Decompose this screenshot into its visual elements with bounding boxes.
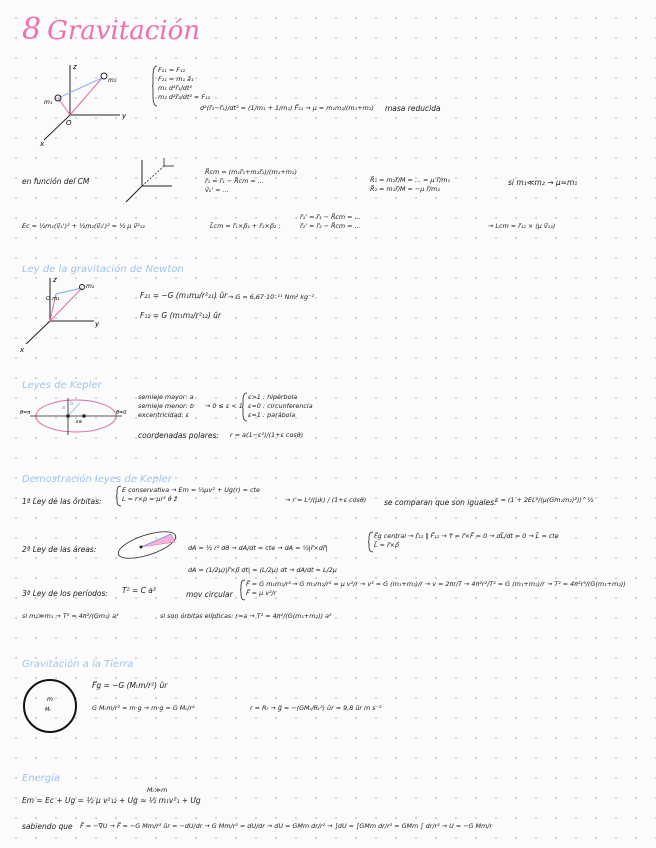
- r-system: [370, 176, 450, 194]
- law3-approx: si m₂≫m₁ → T² = 4π²/(Gm₂) a³: [22, 612, 119, 620]
- section-heading-newton: Ley de la gravitación de Newton: [22, 264, 184, 275]
- newton-equations: [158, 66, 210, 102]
- eq-line: L = r×p = μr² θ̇ ẑ: [122, 495, 178, 503]
- force-12-eq: F₁₂ = G (m₁m₂/r²₁₂) ûr: [140, 311, 221, 320]
- lcm-system: [300, 213, 361, 231]
- law1-system: [122, 486, 260, 504]
- eq-line: R⃗₂ = m₁r⃗/M = −μ r⃗/m₂: [370, 185, 440, 193]
- law3-derivation: → G m₁m₂/r² = μ v²/r → v² = G (m₁+m₂)/r → v = 2πr/T → 4π²r²/T² = G (m₁+m₂)/r → T² = 4π²r³/(G(m₁+m₂)): [292, 580, 626, 588]
- mass2-label: m₂: [108, 77, 117, 84]
- eq-line: R⃗₁ = m₂r⃗/M = ... = μ r⃗/m₁: [370, 176, 451, 184]
- axis-y-label: y: [122, 112, 127, 120]
- polar-equation: r = a(1−ε²)/(1+ε cosθ): [230, 431, 304, 439]
- axis-y-label: y: [95, 320, 100, 328]
- page-title: [22, 12, 200, 47]
- eq-line: F⃗g central → r⃗₁₂ ∥ F⃗₁₂ → τ⃗ = r⃗×F⃗ = 0 → dL⃗/dt = 0 → L⃗ = cte: [374, 532, 559, 540]
- conic-cases: [248, 393, 313, 420]
- law2-area-eq: dA = ½ r² dθ → dA/dt = cte → dA = ½|r⃗×dr⃗|: [188, 544, 328, 552]
- origin-label: O: [66, 119, 72, 127]
- g-constant: → G = 6,67·10⁻¹¹ Nm² kg⁻²: [228, 293, 314, 301]
- param-line: semieje menor: b: [138, 402, 194, 410]
- law1-note: se comparan que son iguales:: [384, 498, 497, 507]
- law3-label: 3ª Ley de los períodos:: [22, 589, 108, 598]
- cm-axes-diagram: [120, 158, 180, 208]
- mass-limit-note: si m₁≪m₂ → μ≈m₁: [508, 178, 578, 187]
- section-heading-kepler-proof: Demostración leyes de Kepler: [22, 474, 172, 485]
- eccentricity-range: → 0 ≤ ε < 1: [205, 402, 243, 410]
- focal-distance-label: εa: [76, 419, 82, 425]
- cm-label: en función del CM: [22, 177, 90, 186]
- case-line: ε>1 : hipérbola: [248, 393, 298, 401]
- theta-pi-label: θ=π: [20, 410, 31, 416]
- mass2-label: m₂: [86, 283, 95, 290]
- energy-note: Mₜ≫m: [147, 786, 168, 794]
- eccentricity-eq: ε = (1 + 2EL²/(μ(Gm₁m₂)²))^½: [495, 496, 594, 504]
- case-line: ε=0 : circunferencia: [248, 402, 313, 410]
- ellipse-diagram: [20, 395, 132, 439]
- eq-line: r⃗₂' = r⃗₂ − R⃗cm = ...: [300, 222, 361, 230]
- section-heading-earth: Gravitación a la Tierra: [22, 659, 134, 670]
- eq-line: E conservativa → Em = ½μv² + Ug(r) = cte: [122, 486, 260, 494]
- kepler-params: [138, 393, 194, 420]
- earth-mass-label: Mₜ: [45, 707, 51, 713]
- area-sweep-diagram: [113, 528, 181, 562]
- earth-diagram: [20, 674, 84, 738]
- mechanical-energy-eq: Em = Ec + Ug = ½ μ v²₁₂ + Ug ≈ ½ m₁v²₁ + Ug: [22, 796, 201, 805]
- case-line: ε=1 : parábola: [248, 411, 296, 419]
- mass1-label: m₁: [44, 99, 53, 106]
- origin-mass1-label: O m₁: [46, 296, 60, 302]
- lcm-result: → Lcm = r⃗₁₂ × (μ v⃗₁₂): [488, 222, 556, 230]
- law3-main-eq: T² = C a³: [122, 586, 156, 595]
- circular-motion-label: mov circular: [186, 590, 233, 599]
- eq-line: F₂₁ = F₁₂: [158, 66, 186, 74]
- law2-label: 2ª Ley de las áreas:: [22, 545, 97, 554]
- section-heading-energy: Energía: [22, 773, 61, 784]
- mass-label: m: [47, 696, 53, 703]
- chapter-number: 8: [22, 12, 42, 47]
- eq-line: m₂ d²r⃗₂/dt² = F₁₂: [158, 93, 211, 101]
- chapter-title: Gravitación: [47, 16, 201, 46]
- law1-orbit-eq: → r = L²/(μk) / (1+ε cosθ): [285, 496, 367, 504]
- param-line: excentricidad: ε: [138, 411, 190, 419]
- axis-z-label: z: [73, 63, 77, 71]
- eq-line: L⃗ = r⃗×p⃗: [374, 541, 400, 549]
- eq-line: F⃗ = G m₁m₂/r²: [246, 580, 291, 588]
- eq-line: v⃗₂' = ...: [205, 186, 229, 194]
- axis-z-label: z: [53, 276, 57, 284]
- newton-axes-diagram: [20, 276, 110, 356]
- eq-line: R⃗cm = (m₁r⃗₁+m₂r⃗₂)/(m₁+m₂): [205, 168, 297, 176]
- eq-line: r⃗₁' = r⃗₁ − R⃗cm = ...: [300, 213, 361, 221]
- theta-zero-label: θ=0: [116, 410, 127, 416]
- axis-x-label: x: [40, 140, 45, 148]
- law2-system: [374, 532, 559, 550]
- eq-line: F₂₁ = m₁ a⃗₁: [158, 75, 194, 83]
- section-heading-kepler: Leyes de Kepler: [22, 380, 102, 391]
- kinetic-energy-eq: Ec = ½m₁(v⃗₁')² + ½m₂(v⃗₂')² = ½ μ v⃗²₁₂: [22, 222, 145, 230]
- earth-weight-eq: G Mₜm/r² = m·g → m·g = G Mₜ/r²: [92, 704, 195, 712]
- angular-momentum-eq: L⃗cm = r⃗₁×p⃗₁ + r⃗₂×p⃗₂ ;: [210, 222, 281, 230]
- sabiendo-label: sabiendo que: [22, 822, 73, 831]
- semi-major-label: a: [62, 405, 66, 411]
- potential-derivation: F⃗ = −∇U → F⃗ = −G Mm/r² ûr = −dU/dr → G Mm/r² = dU/dr → dU = GMm dr/r² → ∫dU = ∫GMm dr/r² = GMm ∫ dr/r² → U = −G Mm/r: [80, 822, 493, 830]
- param-line: semieje mayor: a: [138, 393, 194, 401]
- axis-x-label: x: [20, 346, 25, 354]
- reduced-mass-note: masa reducida: [385, 104, 441, 113]
- law3-elliptic: si son órbitas elípticas: r=a → T² = 4π²/(G(m₁+m₂)) a³: [160, 612, 332, 620]
- eq-line: r⃗₁ = r⃗₁ − R⃗cm = ...: [205, 177, 264, 185]
- polar-label: coordenadas polares:: [138, 431, 219, 440]
- eq-line: m₁ d²r⃗₁/dt²: [158, 84, 192, 92]
- two-body-axes-diagram: [40, 60, 140, 150]
- earth-force-eq: F⃗g = −G (Mₜm/r²) ûr: [92, 681, 168, 690]
- force-21-eq: F₂₁ = −G (m₁m₂/r²₂₁) ûr: [140, 291, 228, 300]
- brace: [152, 66, 158, 106]
- surface-gravity-eq: r = Rₜ → g⃗ = −(GMₜ/Rₜ²) ûr ≈ 9,8 ûr m s⁻²: [250, 704, 382, 712]
- law2-rate-eq: dA = (1/2μ)|r⃗×p⃗ dt| = (L/2μ) dt → dA/dt = L/2μ: [188, 566, 337, 574]
- reduced-mass-equation: d²(r⃗₂−r⃗₁)/dt² = (1/m₁ + 1/m₂) F⃗₂₁ → μ = m₁m₂/(m₁+m₂): [200, 104, 374, 112]
- law3-system: [246, 580, 291, 598]
- law1-label: 1ª Ley de las órbitas:: [22, 497, 102, 506]
- rcm-block: [205, 168, 297, 195]
- eq-line: F⃗ = μ v²/r: [246, 589, 277, 597]
- semi-minor-label: b: [70, 401, 74, 407]
